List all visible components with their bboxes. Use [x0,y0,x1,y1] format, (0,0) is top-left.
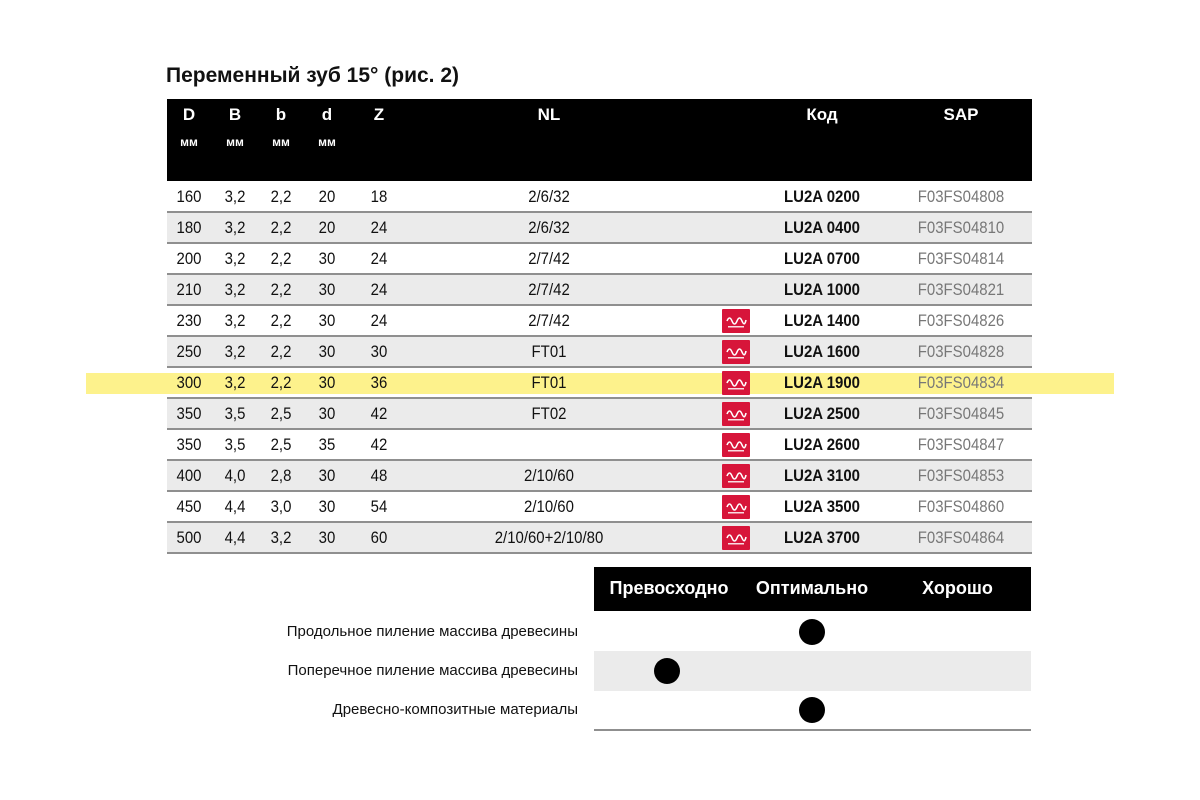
cell-NL: 2/6/32 [528,187,570,206]
cell-B: 3,5 [224,404,246,423]
row-divider [167,552,1032,554]
cell-code: LU2A 3500 [784,497,860,516]
cell-B: 3,5 [224,435,246,454]
unit-D: мм [180,135,198,149]
cell-B: 3,2 [224,311,246,330]
cell-d: 30 [318,466,336,485]
table-row [167,523,1032,554]
cell-b: 2,2 [270,373,292,392]
cell-Z: 18 [370,187,388,206]
cell-D: 250 [176,342,202,361]
low-noise-badge-icon [722,526,750,550]
table-row [167,337,1032,368]
cell-code: LU2A 0400 [784,218,860,237]
cell-D: 400 [176,466,202,485]
cell-b: 2,5 [270,435,292,454]
table-row [167,399,1032,430]
header-excellent: Превосходно [609,578,729,598]
cell-NL: 2/6/32 [528,218,570,237]
header-good: Хорошо [922,578,993,598]
cell-b: 2,2 [270,342,292,361]
cell-code: LU2A 2600 [784,435,860,454]
cell-code: LU2A 1600 [784,342,860,361]
cell-NL: 2/10/60 [524,497,574,516]
cell-B: 3,2 [224,249,246,268]
cell-sap: F03FS04845 [917,404,1005,423]
cell-B: 3,2 [224,373,246,392]
cell-Z: 48 [370,466,388,485]
low-noise-badge-icon [722,495,750,519]
table-row [167,244,1032,275]
cell-B: 4,4 [224,497,246,516]
cell-d: 30 [318,373,336,392]
cell-sap: F03FS04847 [917,435,1005,454]
cell-Z: 24 [370,311,388,330]
table-row [167,461,1032,492]
cell-NL: FT02 [531,404,567,423]
cell-B: 3,2 [224,280,246,299]
cell-sap: F03FS04814 [917,249,1005,268]
cell-d: 20 [318,218,336,237]
cell-D: 350 [176,404,202,423]
cell-b: 3,0 [270,497,292,516]
header-d: d [321,105,333,124]
performance-row-label: Продольное пиление массива древесины [286,623,578,640]
cell-code: LU2A 3100 [784,466,860,485]
cell-NL: FT01 [531,373,567,392]
cell-d: 30 [318,280,336,299]
unit-b: мм [272,135,290,149]
cell-NL: 2/7/42 [528,280,570,299]
rating-dot [654,658,680,684]
cell-b: 2,8 [270,466,292,485]
cell-Z: 30 [370,342,388,361]
cell-Z: 24 [370,280,388,299]
header-sap: SAP [943,105,979,124]
cell-code: LU2A 3700 [784,528,860,547]
cell-B: 3,2 [224,218,246,237]
low-noise-badge-icon [722,340,750,364]
cell-NL: FT01 [531,342,567,361]
cell-code: LU2A 1900 [784,373,860,392]
cell-NL: 2/7/42 [528,311,570,330]
cell-sap: F03FS04828 [917,342,1005,361]
cell-code: LU2A 1400 [784,311,860,330]
cell-D: 200 [176,249,202,268]
cell-code: LU2A 1000 [784,280,860,299]
cell-d: 30 [318,249,336,268]
low-noise-badge-icon [722,309,750,333]
header-optimal: Оптимально [755,578,869,598]
cell-sap: F03FS04834 [917,373,1005,392]
performance-row-label: Древесно-композитные материалы [332,701,578,718]
cell-b: 2,2 [270,218,292,237]
cell-B: 4,0 [224,466,246,485]
performance-table-header [594,567,1031,611]
cell-NL: 2/10/60+2/10/80 [494,528,604,547]
low-noise-badge-icon [722,371,750,395]
table-row [167,306,1032,337]
cell-b: 2,5 [270,404,292,423]
cell-D: 210 [176,280,202,299]
header-b: b [275,105,287,124]
unit-B: мм [226,135,244,149]
cell-d: 30 [318,497,336,516]
cell-D: 300 [176,373,202,392]
cell-sap: F03FS04826 [917,311,1005,330]
header-B: B [228,105,242,124]
cell-D: 500 [176,528,202,547]
cell-d: 30 [318,404,336,423]
cell-Z: 54 [370,497,388,516]
cell-Z: 24 [370,249,388,268]
table-row [167,430,1032,461]
cell-code: LU2A 0200 [784,187,860,206]
table-row [167,275,1032,306]
cell-code: LU2A 0700 [784,249,860,268]
cell-NL: 2/7/42 [528,249,570,268]
unit-d: мм [318,135,336,149]
table-row [167,492,1032,523]
cell-Z: 24 [370,218,388,237]
cell-b: 2,2 [270,311,292,330]
spec-table-header [167,99,1032,181]
cell-B: 3,2 [224,342,246,361]
cell-d: 20 [318,187,336,206]
header-Z: Z [373,105,385,124]
cell-Z: 42 [370,404,388,423]
performance-table-bottom-rule [594,729,1031,731]
cell-Z: 36 [370,373,388,392]
table-row [167,213,1032,244]
rating-dot [799,619,825,645]
cell-d: 35 [318,435,336,454]
low-noise-badge-icon [722,464,750,488]
cell-d: 30 [318,528,336,547]
page-title: Переменный зуб 15° (рис. 2) [166,64,460,87]
low-noise-badge-icon [722,402,750,426]
cell-Z: 60 [370,528,388,547]
cell-NL: 2/10/60 [524,466,574,485]
cell-b: 2,2 [270,187,292,206]
low-noise-badge-icon [722,433,750,457]
cell-d: 30 [318,342,336,361]
cell-B: 3,2 [224,187,246,206]
cell-D: 450 [176,497,202,516]
cell-D: 160 [176,187,202,206]
cell-d: 30 [318,311,336,330]
cell-D: 180 [176,218,202,237]
cell-B: 4,4 [224,528,246,547]
cell-b: 2,2 [270,249,292,268]
cell-code: LU2A 2500 [784,404,860,423]
header-D: D [182,105,196,124]
table-row [167,182,1032,213]
cell-D: 230 [176,311,202,330]
table-row [167,368,1032,399]
cell-sap: F03FS04808 [917,187,1005,206]
rating-dot [799,697,825,723]
cell-sap: F03FS04853 [917,466,1005,485]
performance-row-label: Поперечное пиление массива древесины [287,662,578,679]
header-code: Код [806,105,838,124]
cell-D: 350 [176,435,202,454]
cell-b: 3,2 [270,528,292,547]
cell-sap: F03FS04864 [917,528,1005,547]
cell-b: 2,2 [270,280,292,299]
header-NL: NL [537,105,561,124]
cell-sap: F03FS04821 [917,280,1005,299]
cell-sap: F03FS04810 [917,218,1005,237]
cell-sap: F03FS04860 [917,497,1005,516]
cell-Z: 42 [370,435,388,454]
